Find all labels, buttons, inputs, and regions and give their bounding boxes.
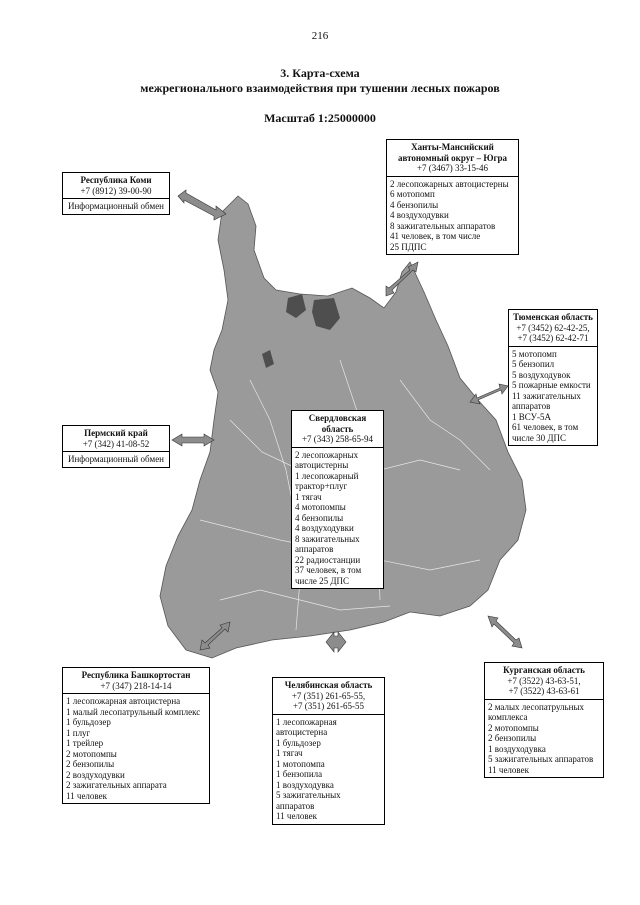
region-resources	[292, 448, 383, 589]
region-box-khmao	[386, 139, 519, 255]
arrow-chelyabinsk	[326, 632, 346, 652]
region-phone: +7 (347) 218-14-14	[100, 680, 172, 691]
resource-item: 1 бульдозер	[66, 717, 111, 727]
region-name: Курганская область	[503, 665, 585, 675]
resource-item: 5 зажигательных аппаратов	[488, 754, 594, 764]
region-resources	[509, 347, 597, 446]
region-phone: +7 (342) 41-08-52	[82, 438, 150, 449]
resource-item: 1 лесопожарная автоцистерна	[276, 716, 337, 737]
region-name: Челябинская область	[284, 680, 373, 690]
resource-item: 5 зажигательных аппаратов	[276, 790, 341, 811]
resource-item: Информационный обмен	[67, 201, 165, 211]
region-name: Республика Коми	[80, 175, 152, 185]
region-name: Свердловская область	[308, 413, 367, 434]
region-resources	[63, 694, 209, 803]
resource-item: 4 мотопомпы	[295, 502, 346, 512]
region-resources	[63, 199, 169, 214]
region-phone: +7 (351) 261-65-55,	[291, 690, 366, 701]
region-box-chelyabinsk	[272, 677, 385, 825]
resource-item: 2 бензопилы	[66, 759, 115, 769]
resource-item: 5 бензопил	[512, 359, 555, 369]
region-box-bashkortostan	[62, 667, 210, 804]
region-name: Тюменская область	[513, 312, 593, 322]
region-phone: +7 (343) 258-65-94	[301, 434, 374, 444]
resource-item: 1 ВСУ-5А	[512, 411, 552, 422]
region-header	[509, 310, 597, 347]
region-phone: +7 (351) 261-65-55	[292, 701, 365, 711]
region-box-kurgan	[484, 662, 604, 778]
title-line-2: межрегионального взаимодействия при тушении лесных пожаров	[140, 81, 500, 95]
arrow-perm	[172, 434, 214, 446]
title-line-1: 3. Карта-схема	[280, 66, 360, 80]
resource-item: 61 человек, в том числе 30 ДПС	[512, 422, 579, 443]
region-header	[63, 426, 169, 452]
resource-item: 5 воздуходувок	[512, 369, 571, 380]
resource-item: 5 мотопомп	[512, 348, 557, 359]
region-phone: +7 (8912) 39-00-90	[80, 185, 152, 196]
arrow-komi	[178, 190, 226, 220]
resource-item: 2 мотопомпы	[66, 748, 117, 759]
resource-item: 2 мотопомпы	[488, 722, 539, 733]
resource-item: 2 воздуходувки	[66, 769, 125, 780]
resource-item: 1 мотопомпа	[276, 758, 325, 769]
resource-item: 4 воздуходувки	[295, 523, 354, 533]
arrow-tyumen	[470, 384, 508, 404]
resource-item: 37 человек, в том числе 25 ДПС	[295, 565, 362, 586]
region-phone: +7 (3452) 62-42-25,	[516, 322, 590, 333]
region-name: Республика Башкортостан	[81, 670, 191, 680]
region-phone: +7 (3522) 43-63-61	[508, 686, 580, 696]
region-name: Ханты-Мансийский автономный округ – Югра	[397, 142, 508, 163]
resource-item: 1 тягач	[295, 491, 322, 502]
page-number: 216	[311, 30, 329, 42]
resource-item: 2 зажигательных аппарата	[66, 780, 167, 790]
resource-item: 11 зажигательных аппаратов	[512, 390, 581, 411]
region-header	[63, 173, 169, 199]
resource-item: 2 бензопилы	[488, 733, 537, 743]
region-resources	[485, 700, 603, 778]
resource-item: 2 малых лесопатрульных комплекса	[488, 701, 585, 722]
region-resources	[273, 715, 384, 824]
region-box-komi	[62, 172, 170, 215]
region-box-tyumen	[508, 309, 598, 446]
resource-item: 1 малый лесопатрульный комплекс	[66, 706, 201, 717]
region-box-sverdlovsk	[291, 410, 384, 589]
map-scale: Масштаб 1:25000000	[264, 111, 376, 125]
region-header	[292, 411, 383, 448]
region-header	[485, 663, 603, 700]
resource-item: Информационный обмен	[67, 454, 165, 464]
region-header	[273, 678, 384, 715]
resource-item: 8 зажигательных аппаратов	[295, 533, 360, 554]
resource-item: 4 воздуходувки	[390, 210, 449, 220]
resource-item: 2 лесопожарных автоцистерны	[295, 449, 359, 470]
resource-item: 1 воздуходувка	[276, 779, 334, 790]
resource-item: 6 мотопомп	[390, 189, 435, 199]
resource-item: 1 бензопила	[276, 769, 323, 779]
region-header	[387, 140, 518, 177]
region-box-perm	[62, 425, 170, 468]
resource-item: 1 бульдозер	[276, 737, 321, 748]
resource-item: 22 радиостанции	[295, 554, 361, 565]
resource-item: 5 пожарные емкости	[512, 380, 591, 390]
resource-item: 1 воздуходувка	[488, 743, 546, 754]
resource-item: 1 тягач	[276, 748, 303, 758]
region-phone: +7 (3467) 33-15-46	[416, 163, 489, 173]
region-name: Пермский край	[84, 428, 148, 438]
resource-item: 1 лесопожарный трактор+плуг	[295, 470, 359, 491]
resource-item: 4 бензопилы	[295, 512, 344, 523]
region-phone: +7 (3522) 43-63-51,	[507, 675, 581, 686]
region-resources	[387, 177, 518, 255]
resource-item: 11 человек	[66, 790, 107, 801]
resource-item: 2 лесопожарных автоцистерны	[390, 178, 509, 189]
resource-item: 1 плуг	[66, 727, 91, 738]
resource-item: 8 зажигательных аппаратов	[390, 220, 496, 231]
resource-item: 4 бензопилы	[390, 199, 439, 210]
region-phone: +7 (3452) 62-42-71	[517, 333, 589, 343]
resource-item: 11 человек	[488, 764, 529, 775]
resource-item: 41 человек, в том числе	[390, 231, 481, 241]
resource-item: 1 трейлер	[66, 738, 104, 748]
resource-item: 1 лесопожарная автоцистерна	[66, 696, 181, 706]
region-resources	[63, 452, 169, 467]
resource-item: 25 ПДПС	[390, 241, 427, 252]
resource-item: 11 человек	[276, 811, 317, 821]
arrow-kurgan	[488, 616, 522, 648]
region-header	[63, 668, 209, 694]
